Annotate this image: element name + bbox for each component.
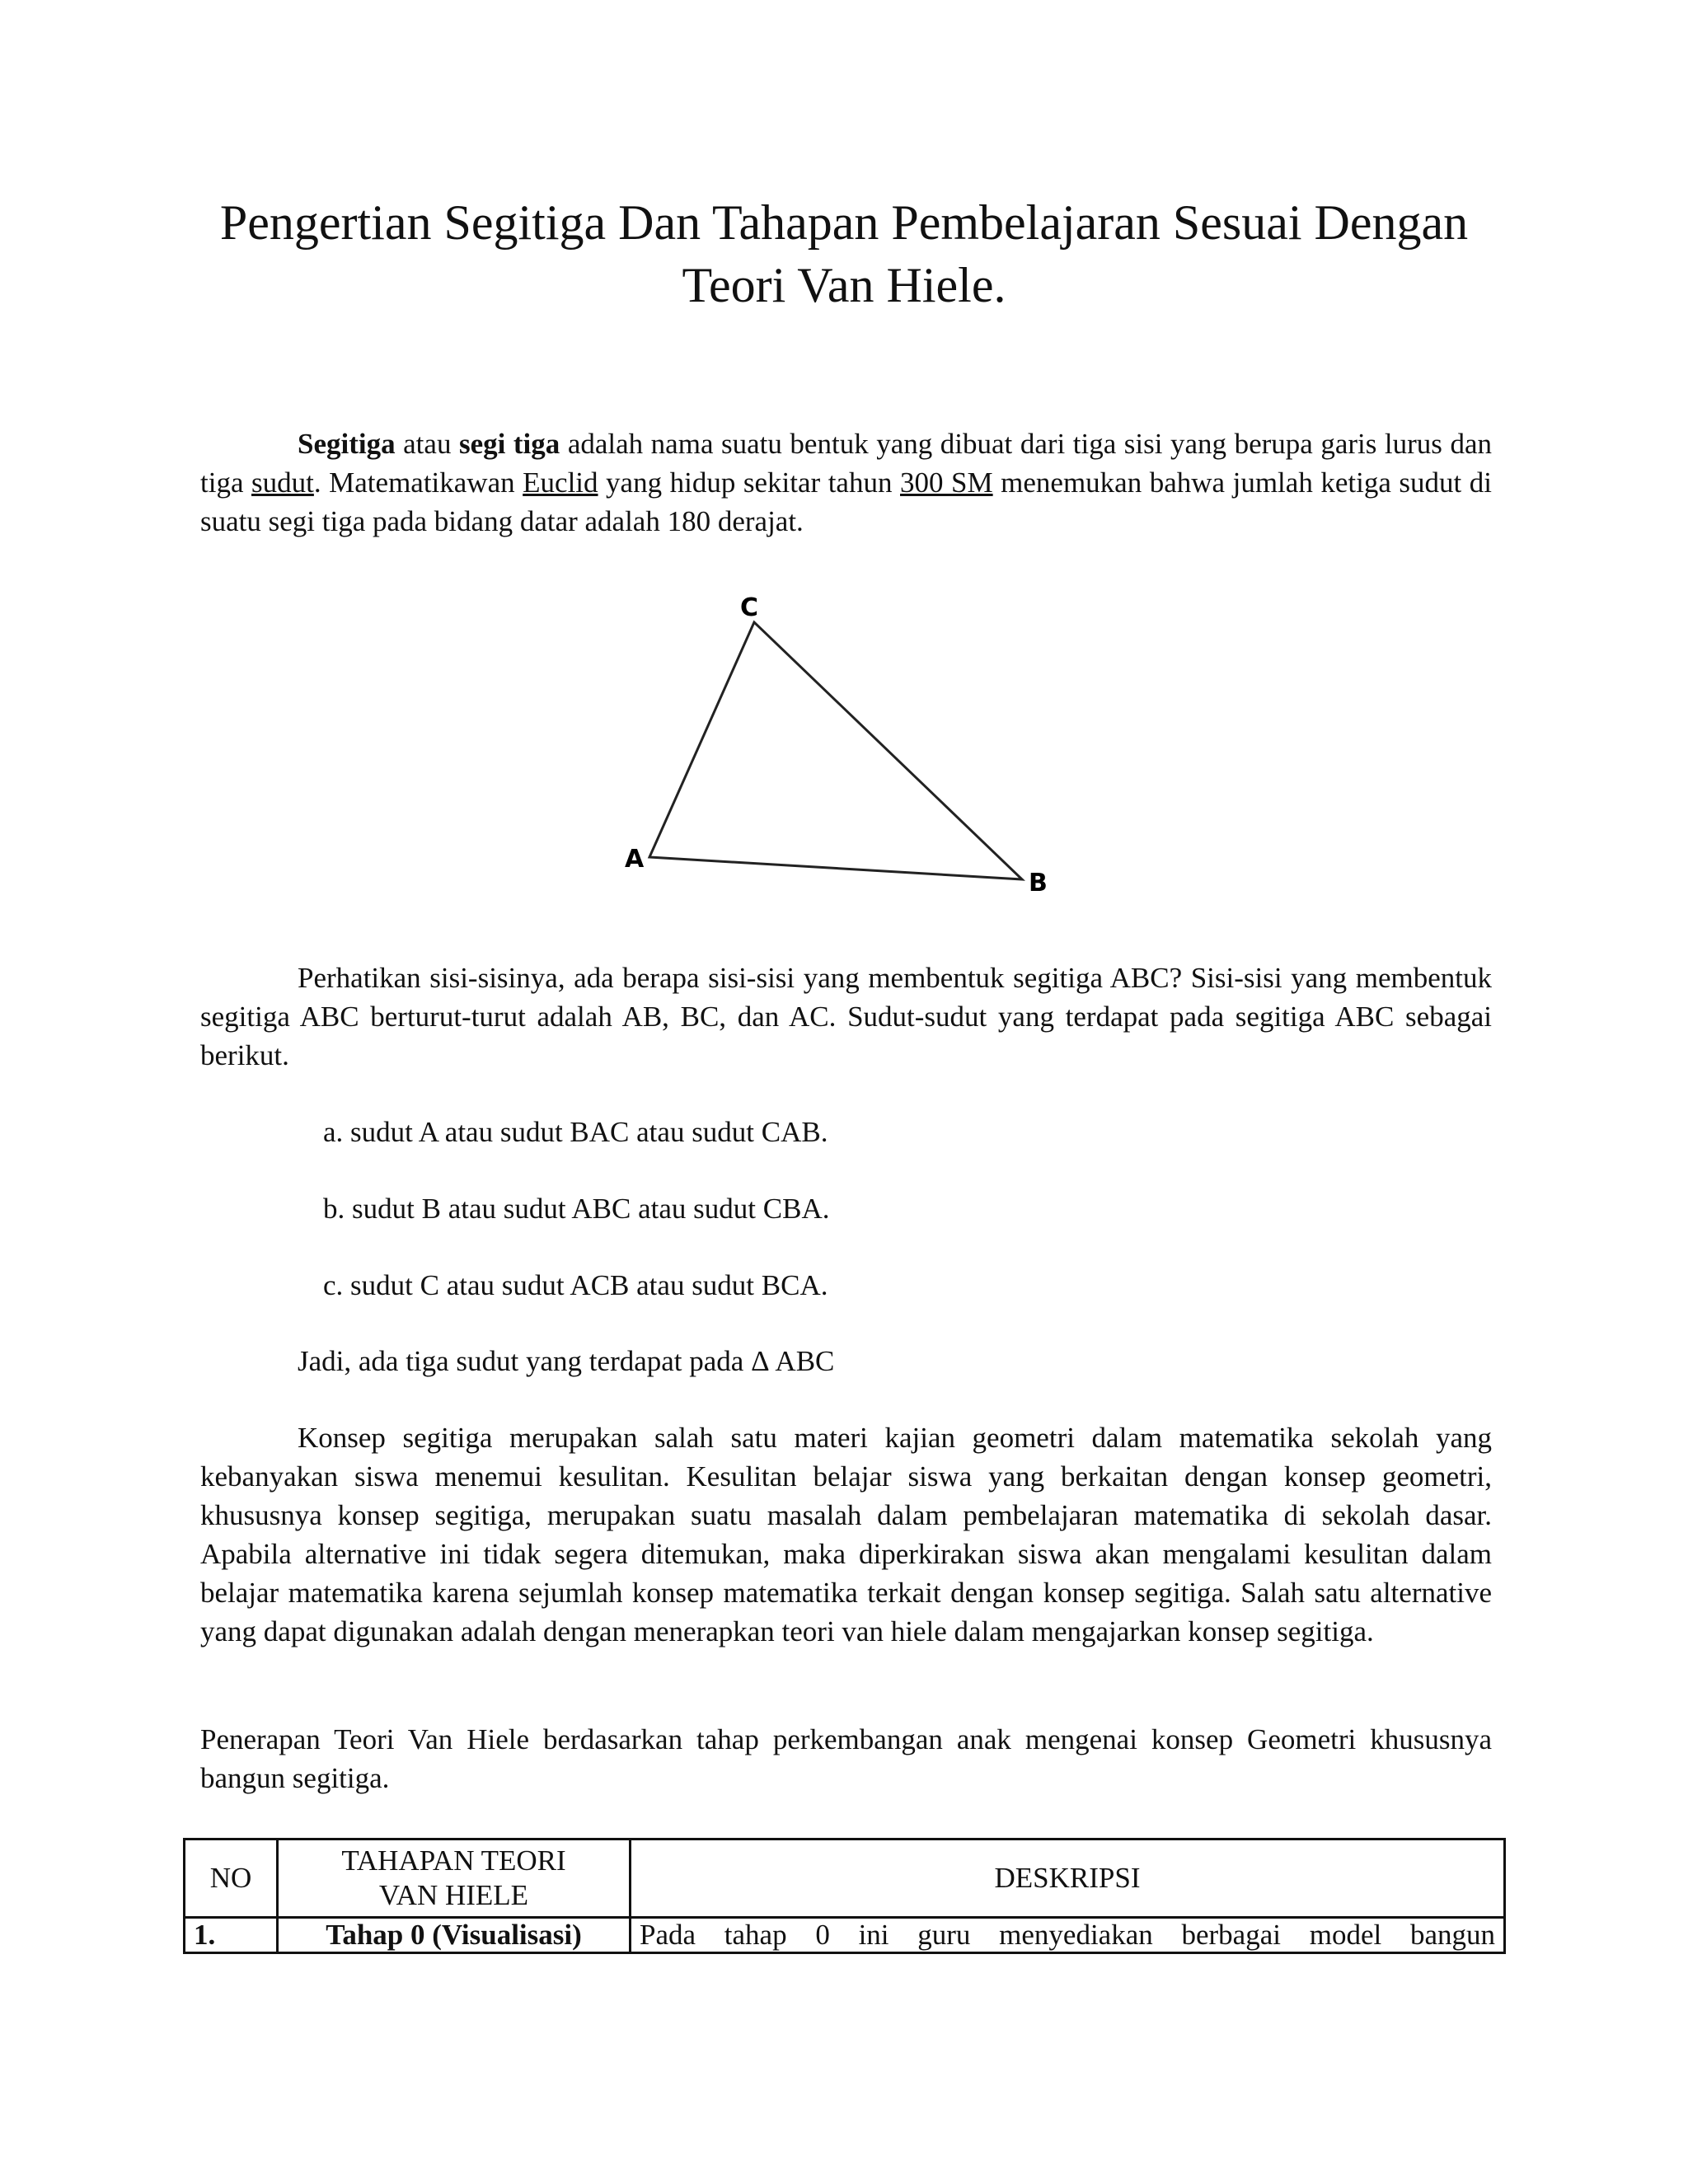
link-sudut[interactable]: sudut [251,466,314,499]
row-deskripsi: Pada tahap 0 ini guru menyediakan berbagai model bangun [631,1918,1505,1953]
header-deskripsi: DESKRIPSI [631,1840,1505,1918]
intro-paragraph [200,424,1492,541]
header-no: NO [185,1840,278,1918]
triangle-shape [649,622,1022,879]
intro-text-2: adalah nama suatu bentuk yang dibuat dari tiga sisi yang berupa garis lurus dan tiga [200,428,1492,499]
vertex-label-a: A [625,845,645,874]
link-300-sm[interactable]: 300 SM [900,466,993,499]
header-tahapan-line-1: TAHAPAN TEORI [341,1844,566,1877]
sides-paragraph: Perhatikan sisi-sisinya, ada berapa sisi-sisi yang membentuk segitiga ABC? Sisi-sisi yang membentuk segitiga ABC berturut-turut adalah AB, BC, dan AC. Sudut-sudut yang terdapat pada segitiga ABC sebagai berikut. [200,962,1492,1071]
intro-text-5: menemukan bahwa jumlah ketiga sudut di suatu segi tiga pada bidang datar adalah 180 derajat. [200,466,1492,537]
vertex-label-c: C [740,593,759,622]
intro-text-1: atau [395,428,459,460]
header-tahapan [278,1840,631,1918]
concept-paragraph: Konsep segitiga merupakan salah satu materi kajian geometri dalam matematika sekolah yang kebanyakan siswa menemui kesulitan. Kesulitan belajar siswa yang berkaitan dengan konsep geometri, khususnya konsep segitiga, merupakan suatu masalah dalam pembelajaran matematika di sekolah dasar. Apabila alternative ini tidak segera ditemukan, maka diperkirakan siswa akan mengalami kesulitan dalam belajar matematika karena sejumlah konsep matematika terkait dengan konsep segitiga. Salah satu alternative yang dapat digunakan adalah dengan menerapkan teori van hiele dalam mengajarkan konsep segitiga. [200,1422,1492,1647]
header-tahapan-line-2: VAN HIELE [378,1879,529,1911]
document-title [165,191,1523,316]
intro-text-4: yang hidup sekitar tahun [598,466,900,499]
row-tahapan: Tahap 0 (Visualisasi) [278,1918,631,1953]
table-row [185,1918,1505,1953]
term-segitiga: Segitiga [298,428,396,460]
list-item-a: a. sudut A atau sudut BAC atau sudut CAB. [323,1116,828,1148]
term-segi-tiga: segi tiga [458,428,560,460]
table-header-row [185,1840,1505,1918]
conclusion-text: Jadi, ada tiga sudut yang terdapat pada Δ ABC [298,1345,835,1377]
title-line-1: Pengertian Segitiga Dan Tahapan Pembelajaran Sesuai Dengan [219,195,1469,250]
title-line-2: Teori Van Hiele. [682,258,1006,312]
van-hiele-table [183,1838,1506,1954]
vertex-label-b: B [1029,869,1048,898]
list-item-c: c. sudut C atau sudut ACB atau sudut BCA. [323,1269,828,1301]
intro-text-3: . Matematikawan [313,466,523,499]
triangle-abc-figure [610,589,1071,902]
link-euclid[interactable]: Euclid [523,466,598,499]
application-paragraph: Penerapan Teori Van Hiele berdasarkan tahap perkembangan anak mengenai konsep Geometri khususnya bangun segitiga. [200,1723,1492,1794]
list-item-b: b. sudut B atau sudut ABC atau sudut CBA. [323,1193,830,1225]
row-no: 1. [185,1918,278,1953]
